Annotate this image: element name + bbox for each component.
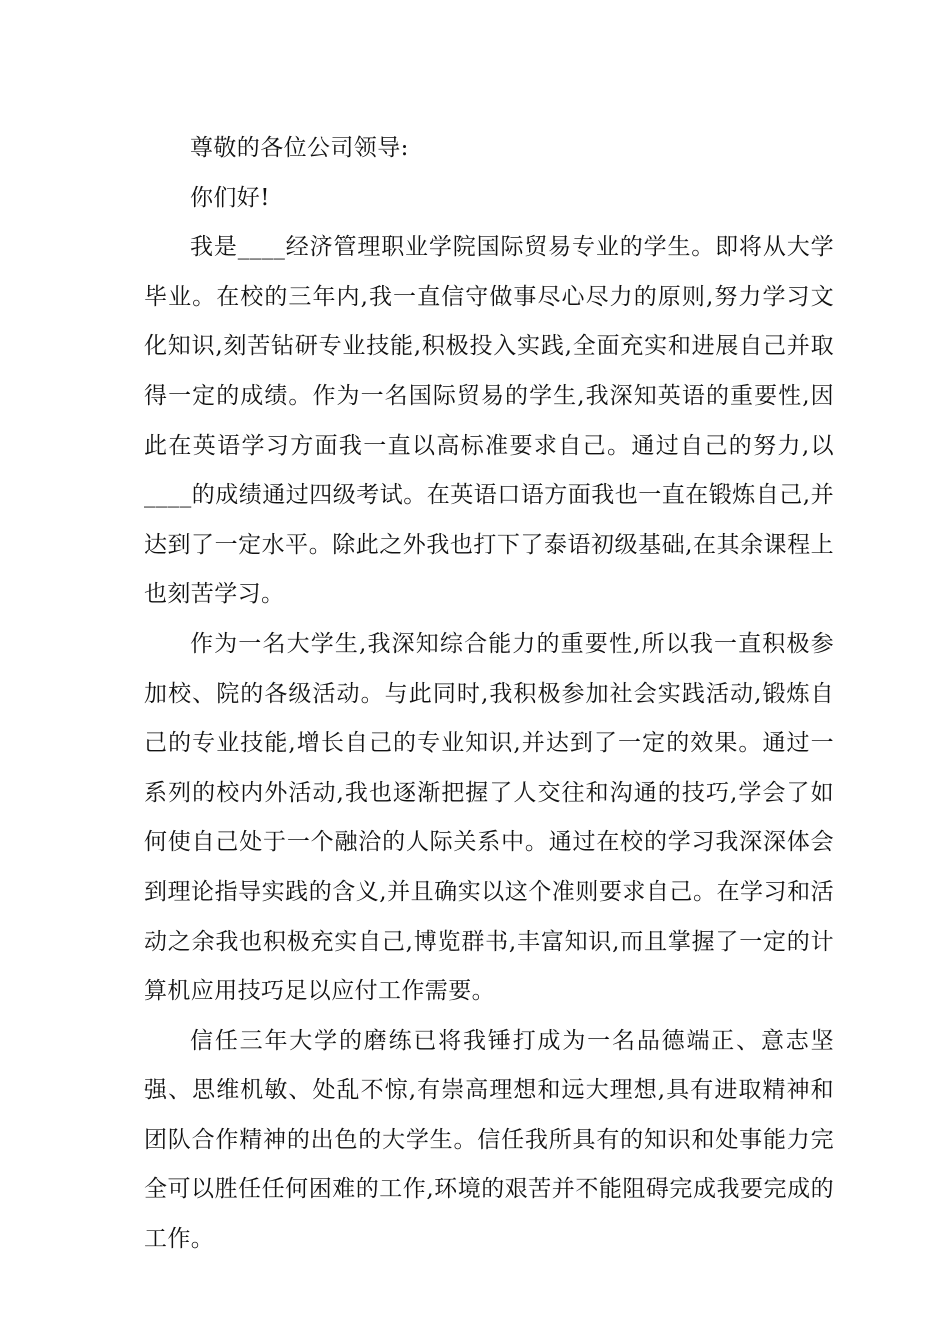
- paragraph-education: 我是____经济管理职业学院国际贸易专业的学生。即将从大学毕业。在校的三年内,我一直信守做事尽心尽力的原则,努力学习文化知识,刻苦钻研专业技能,积极投入实践,全面充实和进展自己并取得一定的成绩。作为一名国际贸易的学生,我深知英语的重要性,因此在英语学习方面我一直以高标准要求自己。通过自己的努力,以____的成绩通过四级考试。在英语口语方面我也一直在锻炼自己,并达到了一定水平。除此之外我也打下了泰语初级基础,在其余课程上也刻苦学习。: [144, 234, 834, 608]
- greeting: 你们好!: [190, 184, 270, 211]
- paragraph-conclusion: 信任三年大学的磨练已将我锤打成为一名品德端正、意志坚强、思维机敏、处乱不惊,有崇高理想和远大理想,具有进取精神和团队合作精神的出色的大学生。信任我所具有的知识和处事能力完全可以胜任任何困难的工作,环境的艰苦并不能阻碍完成我要完成的工作。: [144, 1027, 834, 1253]
- salutation: 尊敬的各位公司领导:: [190, 135, 409, 161]
- document-page: [144, 124, 834, 1265]
- paragraph-activities: 作为一名大学生,我深知综合能力的重要性,所以我一直积极参加校、院的各级活动。与此同时,我积极参加社会实践活动,锻炼自己的专业技能,增长自己的专业知识,并达到了一定的效果。通过一系列的校内外活动,我也逐渐把握了人交往和沟通的技巧,学会了如何使自己处于一个融洽的人际关系中。通过在校的学习我深深体会到理论指导实践的含义,并且确实以这个准则要求自己。在学习和活动之余我也积极充实自己,博览群书,丰富知识,而且掌握了一定的计算机应用技巧足以应付工作需要。: [144, 630, 834, 1005]
